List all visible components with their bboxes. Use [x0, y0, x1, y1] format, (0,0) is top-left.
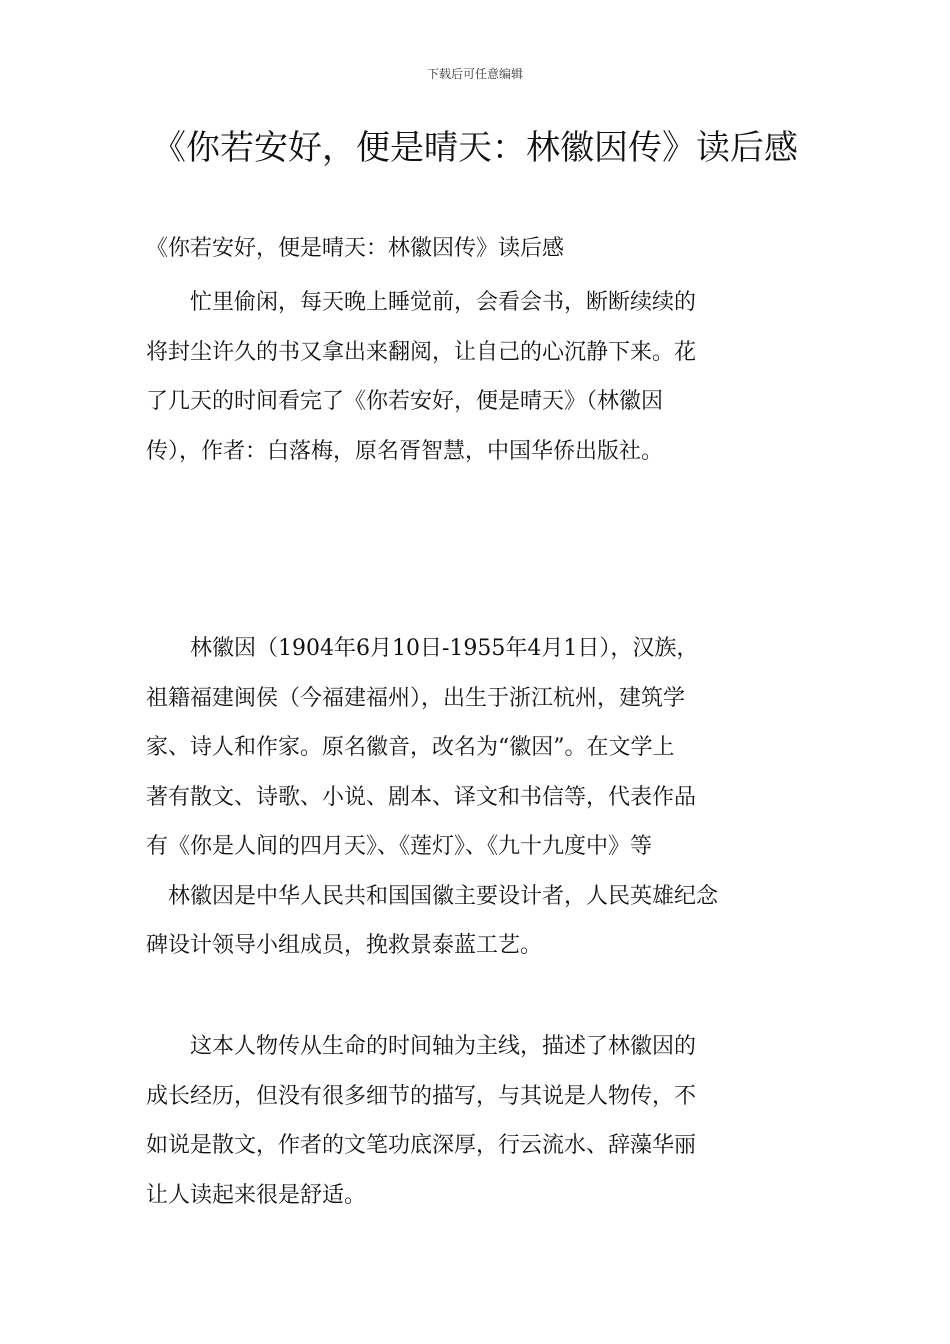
- paragraph-intro: 忙里偷闲，每天晚上睡觉前，会看会书，断断续续的 将封尘许久的书又拿出来翻阅，让自己的心沉静下来。花 了几天的时间看完了《你若安好，便是晴天》（林徽因 传），作者：白落梅，原名胥智慧，中国华侨出版社。: [146, 290, 697, 464]
- document-subtitle: 《你若安好，便是晴天：林徽因传》读后感: [146, 236, 565, 261]
- paragraph-review: 这本人物传从生命的时间轴为主线，描述了林徽因的 成长经历，但没有很多细节的描写，与其说是人物传，不 如说是散文，作者的文笔功底深厚，行云流水、辞藻华丽 让人读起来很是舒适。: [146, 1034, 697, 1208]
- document-title: 《你若安好，便是晴天：林徽因传》读后感: [152, 128, 798, 168]
- paragraph-biography: 林徽因（1904年6月10日-1955年4月1日），汉族， 祖籍福建闽侯（今福建福州），出生于浙江杭州，建筑学 家、诗人和作家。原名徽音，改名为“徽因”。在文学上 著有散文、诗歌、小说、剧本、译文和书信等，代表作品 有《你是人间的四月天》、《莲灯》、《九十九度中》等 林徽因是中华人民共和国国徽主要设计者，人民英雄纪念 碑设计领导小组成员，挽救景泰蓝工艺。: [146, 636, 719, 958]
- header-note: 下载后可任意编辑: [426, 67, 523, 81]
